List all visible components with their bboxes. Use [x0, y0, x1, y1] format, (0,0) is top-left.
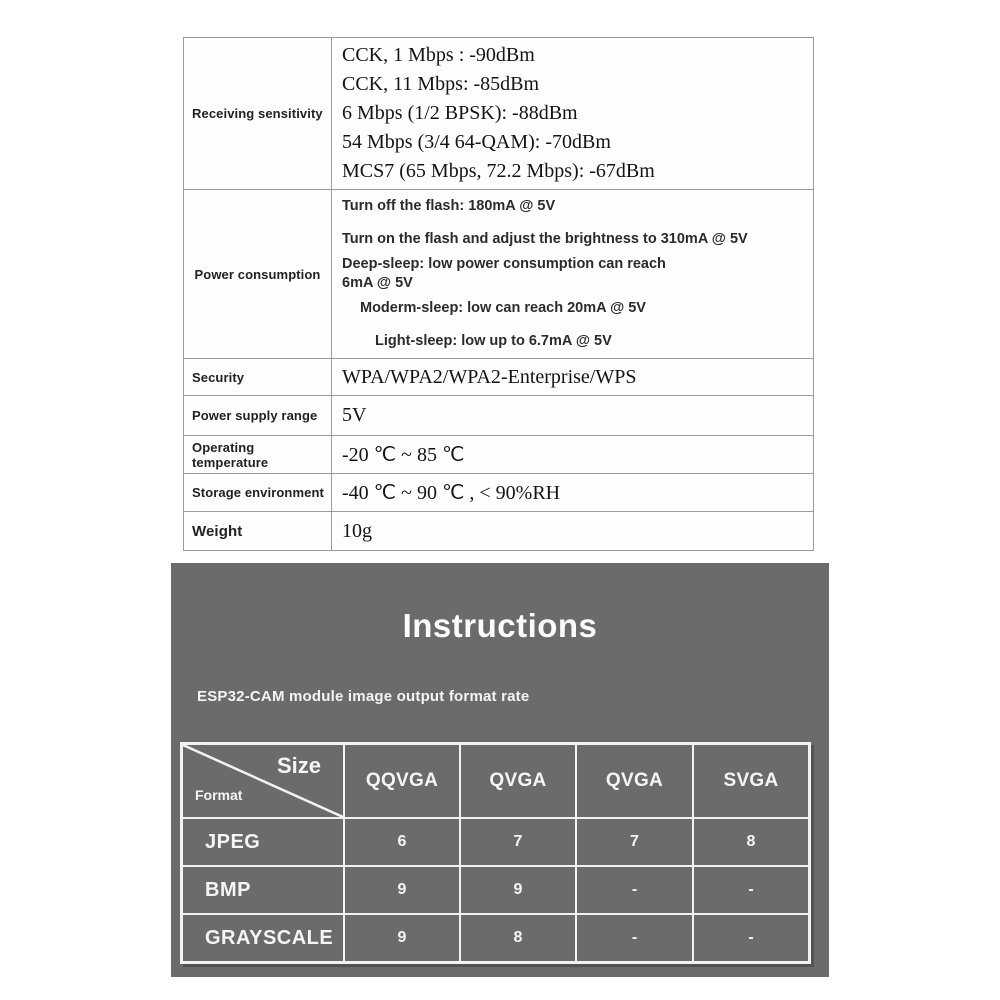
power-line: Turn on the flash and adjust the brightness to 310mA @ 5V: [342, 231, 748, 247]
spec-label-receiving-sensitivity: Receiving sensitivity: [184, 38, 332, 189]
spec-value-operating-temperature: [332, 436, 813, 473]
spec-table: [183, 37, 814, 551]
column-header-qvga-1: QVGA: [461, 745, 575, 817]
spec-row-receiving-sensitivity: [184, 38, 813, 190]
spec-value-power-supply-range: [332, 396, 813, 435]
spec-label-weight: Weight: [184, 512, 332, 550]
security-value: WPA/WPA2/WPA2-Enterprise/WPS: [342, 365, 637, 388]
spec-value-receiving-sensitivity: [332, 38, 813, 189]
operating-temperature-value: -20 ℃ ~ 85 ℃: [342, 444, 465, 466]
jpeg-qvga1-value: 7: [461, 819, 575, 865]
spec-value-weight: [332, 512, 813, 550]
corner-size-label: Size: [276, 753, 321, 778]
power-line: Turn off the flash: 180mA @ 5V: [342, 198, 556, 214]
spec-row-storage-environment: [184, 474, 813, 512]
row-label-bmp: BMP: [183, 867, 343, 913]
row-label-jpeg: JPEG: [183, 819, 343, 865]
power-line: 6mA @ 5V: [342, 275, 413, 291]
grayscale-qqvga-value: 9: [345, 915, 459, 961]
power-supply-value: 5V: [342, 404, 367, 426]
spec-label-security: Security: [184, 359, 332, 395]
corner-header-cell: [183, 745, 343, 817]
column-header-qvga-2: QVGA: [577, 745, 692, 817]
spec-row-security: [184, 359, 813, 396]
power-line: Light-sleep: low up to 6.7mA @ 5V: [375, 333, 612, 349]
spec-row-weight: [184, 512, 813, 550]
spec-label-operating-temperature: Operating temperature: [184, 436, 332, 473]
spec-label-storage-environment: Storage environment: [184, 474, 332, 511]
spec-label-power-consumption: Power consumption: [184, 190, 332, 358]
bmp-qvga2-value: -: [577, 867, 692, 913]
sensitivity-line: MCS7 (65 Mbps, 72.2 Mbps): -67dBm: [342, 160, 655, 182]
bmp-svga-value: -: [694, 867, 808, 913]
spec-row-power-supply-range: [184, 396, 813, 436]
grayscale-svga-value: -: [694, 915, 808, 961]
column-header-svga: SVGA: [694, 745, 808, 817]
storage-environment-value: -40 ℃ ~ 90 ℃ , < 90%RH: [342, 482, 561, 504]
sensitivity-line: 54 Mbps (3/4 64-QAM): -70dBm: [342, 131, 611, 153]
format-rate-table: [180, 742, 811, 964]
spec-row-operating-temperature: [184, 436, 813, 474]
grayscale-qvga1-value: 8: [461, 915, 575, 961]
bmp-qqvga-value: 9: [345, 867, 459, 913]
spec-label-power-supply-range: Power supply range: [184, 396, 332, 435]
sensitivity-line: CCK, 11 Mbps: -85dBm: [342, 73, 540, 95]
power-line: Moderm-sleep: low can reach 20mA @ 5V: [360, 300, 646, 316]
jpeg-qvga2-value: 7: [577, 819, 692, 865]
spec-value-power-consumption: [332, 190, 813, 358]
sensitivity-line: 6 Mbps (1/2 BPSK): -88dBm: [342, 102, 578, 124]
weight-value: 10g: [342, 519, 372, 542]
jpeg-qqvga-value: 6: [345, 819, 459, 865]
column-header-qqvga: QQVGA: [345, 745, 459, 817]
jpeg-svga-value: 8: [694, 819, 808, 865]
bmp-qvga1-value: 9: [461, 867, 575, 913]
power-line: Deep-sleep: low power consumption can reach: [342, 256, 666, 272]
instructions-title: Instructions: [402, 607, 598, 644]
spec-value-security: [332, 359, 813, 395]
instructions-panel: [171, 563, 829, 977]
spec-value-storage-environment: [332, 474, 813, 511]
sensitivity-line: CCK, 1 Mbps : -90dBm: [342, 44, 535, 66]
corner-format-label: Format: [195, 787, 243, 803]
spec-row-power-consumption: [184, 190, 813, 359]
format-rate-subtitle: ESP32-CAM module image output format rate: [197, 688, 530, 705]
grayscale-qvga2-value: -: [577, 915, 692, 961]
row-label-grayscale: GRAYSCALE: [183, 915, 343, 961]
